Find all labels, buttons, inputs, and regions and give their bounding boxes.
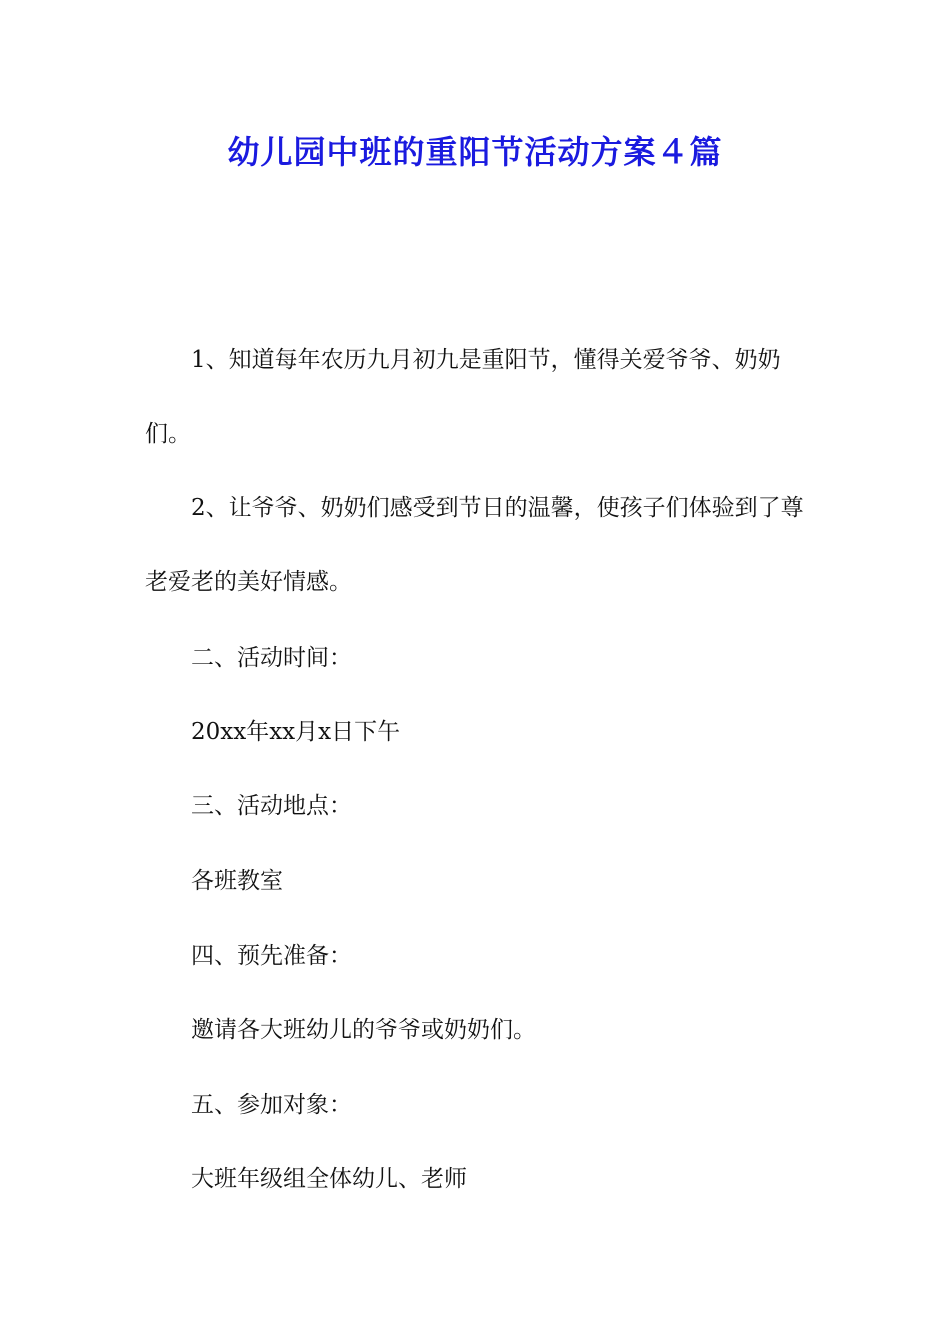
participants-value: 大班年级组全体幼儿、老师 [191, 1166, 467, 1192]
paragraph-goal-1: 1、知道每年农历九月初九是重阳节，懂得关爱爷爷、奶奶们。 [145, 347, 781, 447]
document-title: 幼儿园中班的重阳节活动方案４篇 [227, 133, 723, 171]
section-heading-time: 二、活动时间： [191, 645, 352, 671]
preparation-value: 邀请各大班幼儿的爷爷或奶奶们。 [191, 1017, 536, 1043]
section-heading-location: 三、活动地点： [191, 793, 352, 819]
activity-time-value: 20xx年xx月x日下午 [191, 719, 401, 745]
section-heading-preparation: 四、预先准备： [191, 943, 352, 969]
section-heading-participants: 五、参加对象： [191, 1092, 352, 1118]
activity-location-value: 各班教室 [191, 868, 283, 894]
paragraph-goal-2: 2、让爷爷、奶奶们感受到节日的温馨，使孩子们体验到了尊老爱老的美好情感。 [145, 495, 804, 595]
